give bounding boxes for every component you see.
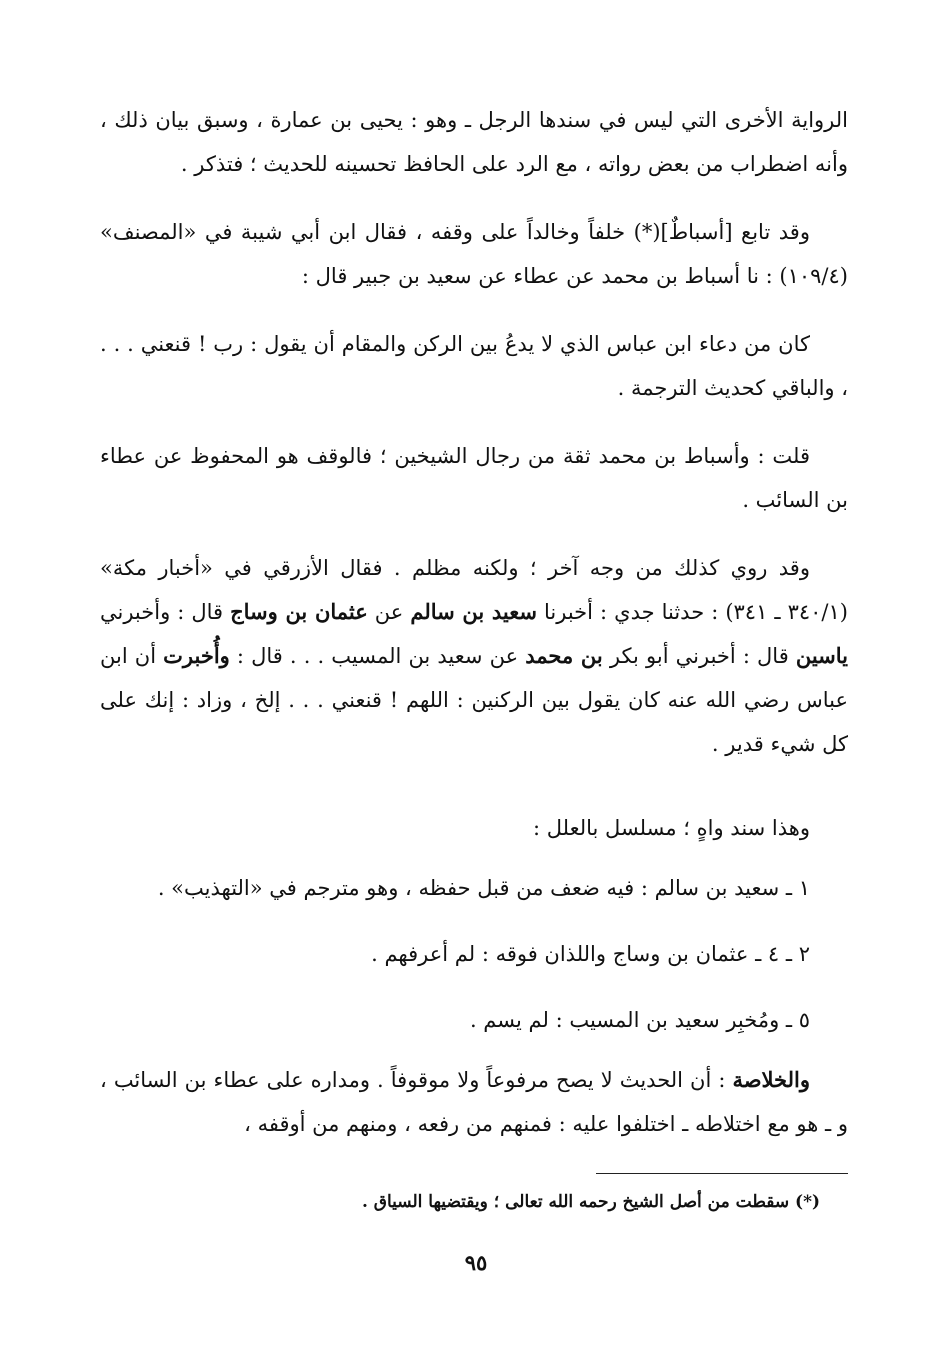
- paragraph-7-conclusion: [100, 1058, 848, 1146]
- list-item-3-text: ٥ ـ ومُخبِر سعيد بن المسيب : لم يسم .: [469, 1008, 810, 1032]
- paragraph-5-text: [100, 546, 848, 766]
- narrator-name: عثمان بن وساج: [230, 599, 368, 624]
- list-item-2-text: ٢ ـ ٤ ـ عثمان بن وساج واللذان فوقه : لم أعرفهم .: [371, 942, 810, 966]
- footnote-divider: [596, 1173, 848, 1174]
- paragraph-2-text: وقد تابع [أسباطٌ](*) خلفاً وخالداً على وقفه ، فقال ابن أبي شيبة في «المصنف» (١٠٩/٤) : نا أسباط بن محمد عن عطاء عن سعيد بن جبير قال :: [100, 220, 848, 288]
- conclusion-text: : أن الحديث لا يصح مرفوعاً ولا موقوفاً . ومداره على عطاء بن السائب ، و ـ هو مع اختلاطه ـ اختلفوا عليه : فمنهم من رفعه ، ومنهم من أوقفه ،: [100, 1068, 848, 1136]
- narrator-name: ياسين: [795, 643, 849, 668]
- paragraph-1-text: الرواية الأخرى التي ليس في سندها الرجل ـ وهو : يحيى بن عمارة ، وسبق بيان ذلك ، وأنه اضطراب من بعض رواته ، مع الرد على الحافظ تحسينه للحديث ؛ فتذكر .: [100, 108, 848, 176]
- paragraph-5-segment: وقد روي كذلك من وجه آخر ؛ ولكنه مظلم . فقال الأزرقي في «أخبار مكة» (٣٤٠/١ ـ ٣٤١) : حدثنا جدي : أخبرنا: [100, 556, 848, 624]
- paragraph-7-text: [100, 1058, 848, 1146]
- paragraph-5-segment: قال : وأخبرني: [100, 600, 231, 624]
- list-item: [100, 998, 848, 1042]
- paragraph-5-segment: عن سعيد بن المسيب . . . قال :: [229, 644, 526, 668]
- narrator-name: وأُخبرت: [163, 643, 230, 668]
- paragraph-5: [100, 546, 848, 766]
- paragraph-2: [100, 210, 848, 298]
- paragraph-6: [100, 806, 848, 850]
- paragraph-5-segment: عن: [367, 600, 411, 624]
- list-item: [100, 866, 848, 910]
- paragraph-3-text: كان من دعاء ابن عباس الذي لا يدعُ بين الركن والمقام أن يقول : رب ! قنعني . . . ، والباقي كحديث الترجمة .: [100, 332, 848, 400]
- conclusion-heading: والخلاصة: [732, 1067, 810, 1092]
- page-number: ٩٥: [464, 1250, 488, 1275]
- narrator-name: بن محمد: [525, 643, 603, 668]
- paragraph-1: [100, 98, 848, 186]
- narrator-name: سعيد بن سالم: [410, 599, 537, 624]
- paragraph-3-quote: [100, 322, 848, 410]
- list-item-1-text: ١ ـ سعيد بن سالم : فيه ضعف من قبل حفظه ، وهو مترجم في «التهذيب» .: [157, 876, 810, 900]
- list-item: [100, 932, 848, 976]
- paragraph-5-segment: قال : أخبرني أبو بكر: [602, 644, 796, 668]
- paragraph-6-text: وهذا سند واهٍ ؛ مسلسل بالعلل :: [532, 816, 810, 840]
- footnote: (*) سقطت من أصل الشيخ رحمه الله تعالى ؛ ويقتضيها السياق .: [361, 1192, 820, 1212]
- paragraph-4-text: قلت : وأسباط بن محمد ثقة من رجال الشيخين ؛ فالوقف هو المحفوظ عن عطاء بن السائب .: [100, 444, 848, 512]
- paragraph-5-segment: أن ابن عباس رضي الله عنه كان يقول بين الركنين : اللهم ! قنعني . . . إلخ ، وزاد : إنك على كل شيء قدير .: [100, 644, 848, 756]
- paragraph-4: [100, 434, 848, 522]
